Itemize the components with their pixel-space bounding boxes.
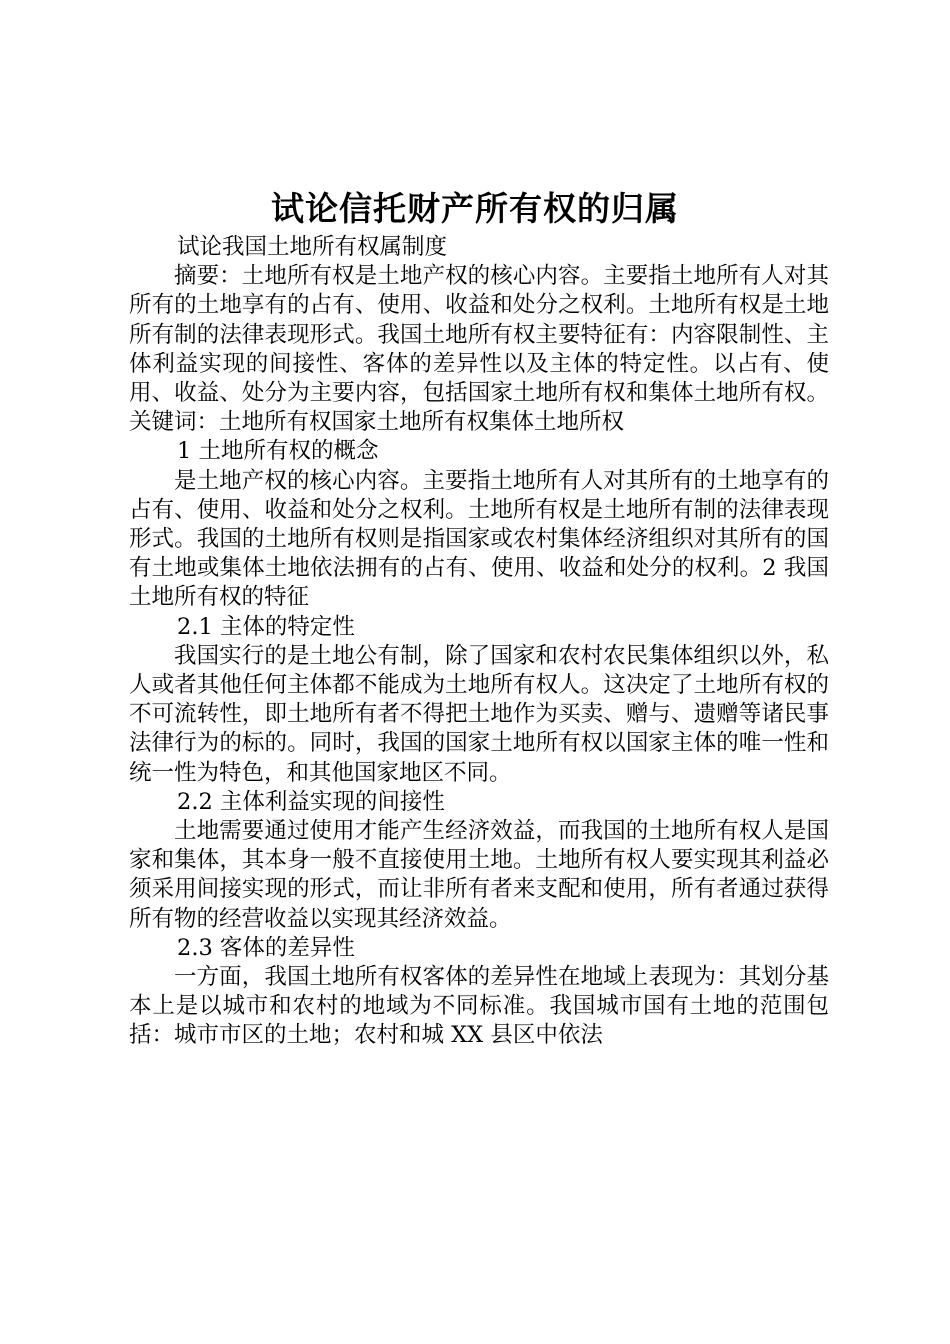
section-2-3-heading: 2.3 客体的差异性: [177, 934, 355, 961]
section-2-2-paragraph: 土地需要通过使用才能产生经济效益，而我国的土地所有权人是国家和集体，其本身一般不直接使用土地。土地所有权人要实现其利益必须采用间接实现的形式，而让非所有者来支配和使用，所有者通过获得所有物的经营收益以实现其经济效益。: [129, 818, 829, 932]
section-1-heading: 1 土地所有权的概念: [177, 438, 379, 465]
section-2-1-paragraph: 我国实行的是土地公有制，除了国家和农村农民集体组织以外，私人或者其他任何主体都不能成为土地所有权人。这决定了土地所有权的不可流转性，即土地所有者不得把土地作为买卖、赠与、遗赠等诸民事法律行为的标的。同时，我国的国家土地所有权以国家主体的唯一性和统一性为特色，和其他国家地区不同。: [129, 642, 829, 786]
section-2-2-heading: 2.2 主体利益实现的间接性: [177, 788, 445, 815]
document-body: [129, 233, 829, 1051]
section-2-3-paragraph: 一方面，我国土地所有权客体的差异性在地域上表现为：其划分基本上是以城市和农村的地域为不同标准。我国城市国有土地的范围包括：城市市区的土地；农村和城 XX 县区中依法: [129, 964, 829, 1049]
document-subtitle: 试论我国土地所有权属制度: [177, 234, 448, 260]
section-1-paragraph: 是土地产权的核心内容。主要指土地所有人对其所有的土地享有的占有、使用、收益和处分之权利。土地所有权是土地所有制的法律表现形式。我国的土地所有权则是指国家或农村集体经济组织对其所有的国有土地或集体土地依法拥有的占有、使用、收益和处分的权利。2 我国土地所有权的特征: [129, 467, 829, 611]
abstract-paragraph: 摘要：土地所有权是土地产权的核心内容。主要指土地所有人对其所有的土地享有的占有、使用、收益和处分之权利。土地所有权是土地所有制的法律表现形式。我国土地所有权主要特征有：内容限制性、主体利益实现的间接性、客体的差异性以及主体的特定性。以占有、使用、收益、处分为主要内容，包括国家土地所有权和集体土地所有权。关键词：土地所有权国家土地所有权集体土地所权: [129, 263, 829, 436]
document-title: 试论信托财产所有权的归属: [271, 189, 679, 228]
section-2-1-heading: 2.1 主体的特定性: [177, 613, 355, 640]
